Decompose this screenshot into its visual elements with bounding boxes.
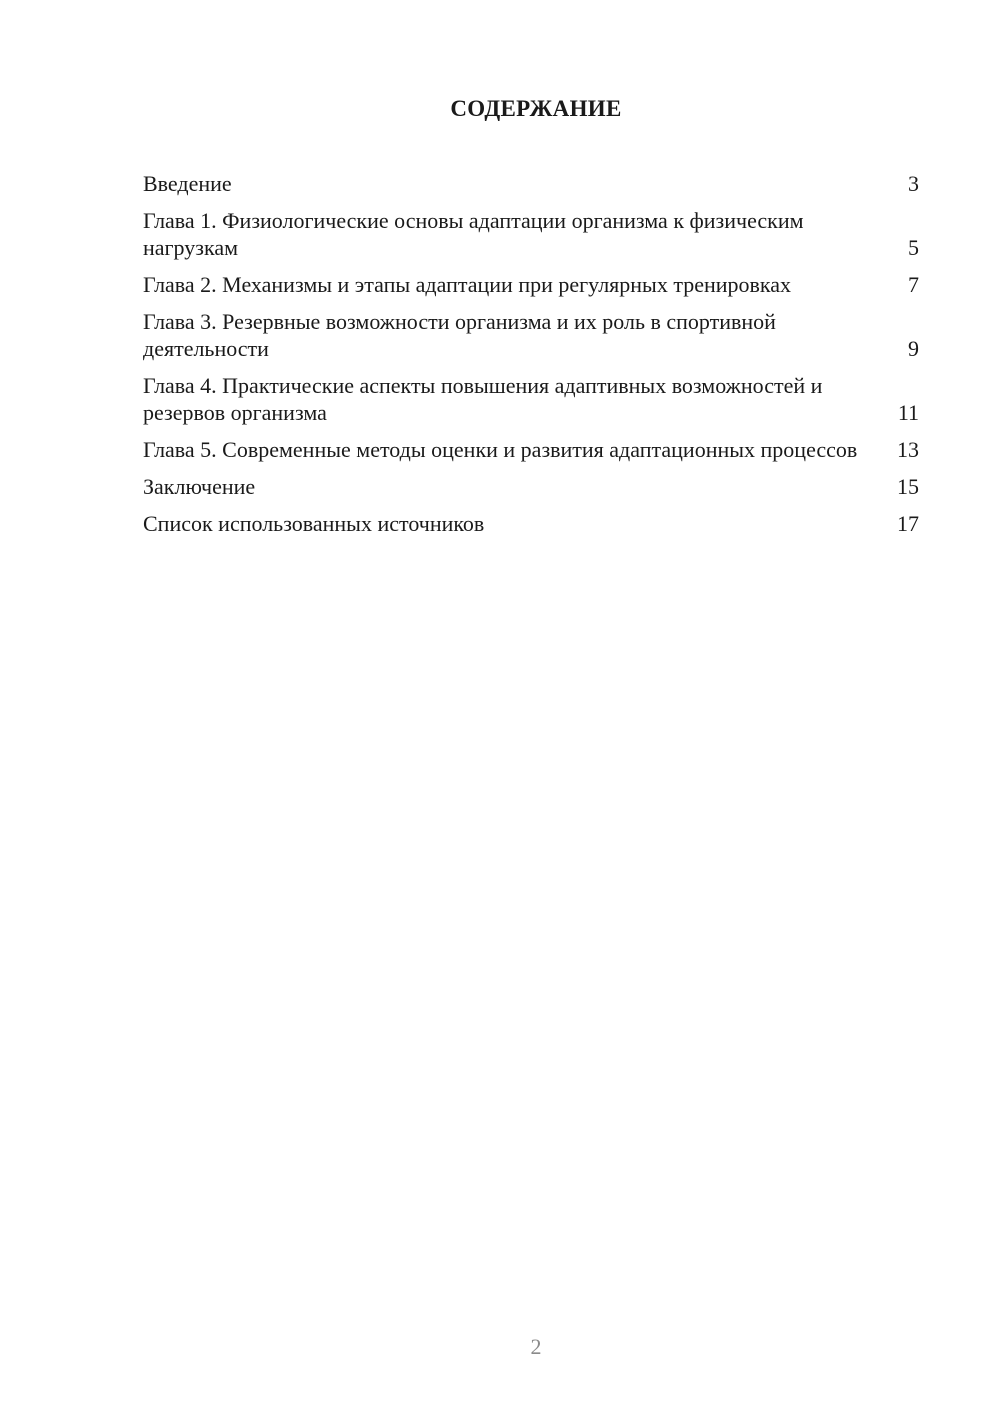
toc-entry-page: 17 (897, 511, 919, 536)
page-number: 2 (530, 1334, 542, 1359)
toc-entry-references[interactable] (143, 510, 919, 537)
toc-entry-introduction[interactable] (143, 170, 919, 197)
toc-entry-page: 15 (897, 474, 919, 499)
toc-entry-page: 11 (897, 400, 919, 425)
toc-entry-title: Глава 2. Механизмы и этапы адаптации при регулярных тренировках (143, 272, 792, 297)
toc-entry-chapter-1[interactable] (143, 207, 919, 261)
toc-entry-page: 3 (908, 171, 919, 196)
toc-entry-title: Глава 4. Практические аспекты повышения адаптивных возможностей и резервов организма (143, 373, 823, 425)
toc-entry-page: 7 (908, 272, 919, 297)
toc-entry-conclusion[interactable] (143, 473, 919, 500)
toc-entry-page: 13 (897, 437, 919, 462)
toc-entry-title: Глава 1. Физиологические основы адаптации организма к физическим нагрузкам (143, 208, 804, 260)
toc-entry-title: Список использованных источников (143, 511, 485, 536)
table-of-contents (143, 170, 919, 547)
toc-entry-chapter-4[interactable] (143, 372, 919, 426)
toc-entry-page: 5 (908, 235, 919, 260)
toc-entry-chapter-2[interactable] (143, 271, 919, 298)
toc-entry-chapter-3[interactable] (143, 308, 919, 362)
page-title: СОДЕРЖАНИЕ (450, 96, 622, 121)
toc-entry-title: Введение (143, 171, 232, 196)
toc-entry-title: Глава 5. Современные методы оценки и развития адаптационных процессов (143, 437, 858, 462)
toc-entry-chapter-5[interactable] (143, 436, 919, 463)
toc-entry-page: 9 (908, 336, 919, 361)
toc-entry-title: Заключение (143, 474, 256, 499)
toc-entry-title: Глава 3. Резервные возможности организма и их роль в спортивной деятельности (143, 309, 776, 361)
